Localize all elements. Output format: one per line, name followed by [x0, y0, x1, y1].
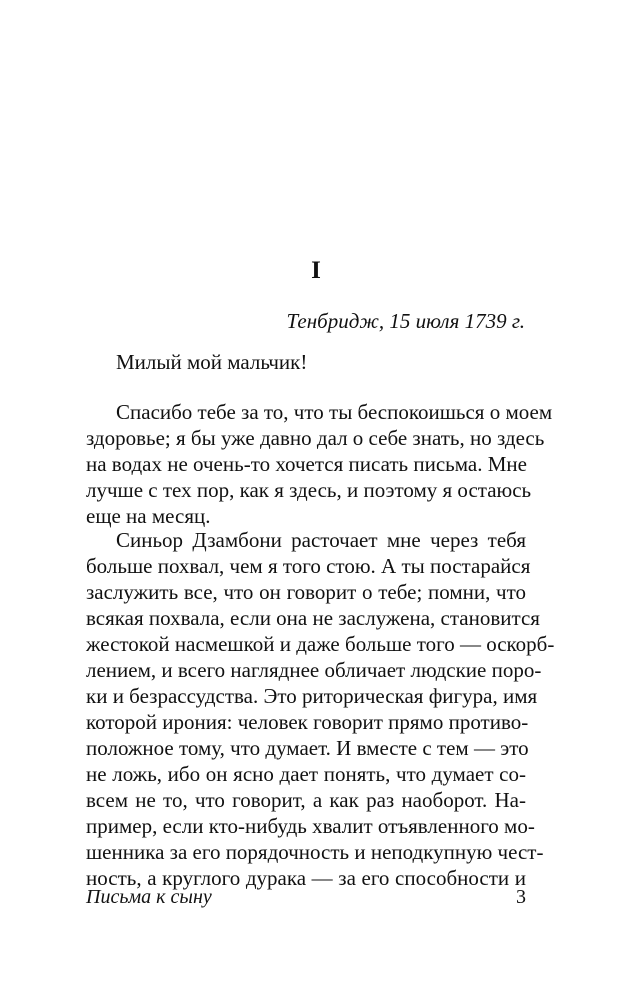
chapter-number: I	[311, 257, 321, 284]
text-line: лучше с тех пор, как я здесь, и поэтому я остаюсь	[86, 478, 532, 502]
text-line: не ложь, ибо он ясно дает понять, что думает со-	[86, 762, 526, 786]
text-line: ность, а круглого дурака — за его способности и	[86, 866, 526, 890]
text-line: которой ирония: человек говорит прямо противо-	[86, 710, 529, 734]
text-line: еще на месяц.	[86, 504, 211, 528]
text-line: на водах не очень-то хочется писать письма. Мне	[86, 452, 527, 476]
text-line: всем не то, что говорит, а как раз наоборот. На-	[86, 788, 526, 812]
letter-dateline: Тенбридж, 15 июля 1739 г.	[286, 309, 525, 333]
running-title: Письма к сыну	[86, 886, 212, 908]
text-line: Спасибо тебе за то, что ты беспокоишься о моем	[116, 400, 553, 424]
text-line: больше похвал, чем я того стою. А ты постарайся	[86, 554, 531, 578]
text-line: жестокой насмешкой и даже больше того — оскорб-	[86, 632, 555, 656]
text-line: положное тому, что думает. И вместе с тем — это	[86, 736, 529, 760]
text-line: шенника за его порядочность и неподкупную чест-	[86, 840, 544, 864]
text-line: ки и безрассудства. Это риторическая фигура, имя	[86, 684, 538, 708]
text-line: пример, если кто-нибудь хвалит отъявленного мо-	[86, 814, 535, 838]
text-line: Синьор Дзамбони расточает мне через тебя	[116, 528, 526, 552]
letter-greeting: Милый мой мальчик!	[116, 350, 308, 374]
text-line: всякая похвала, если она не заслужена, становится	[86, 606, 540, 630]
page-number: 3	[516, 886, 526, 908]
text-line: здоровье; я бы уже давно дал о себе знать, но здесь	[86, 426, 545, 450]
text-line: заслужить все, что он говорит о тебе; помни, что	[86, 580, 526, 604]
text-line: лением, и всего нагляднее обличает людские поро-	[86, 658, 542, 682]
